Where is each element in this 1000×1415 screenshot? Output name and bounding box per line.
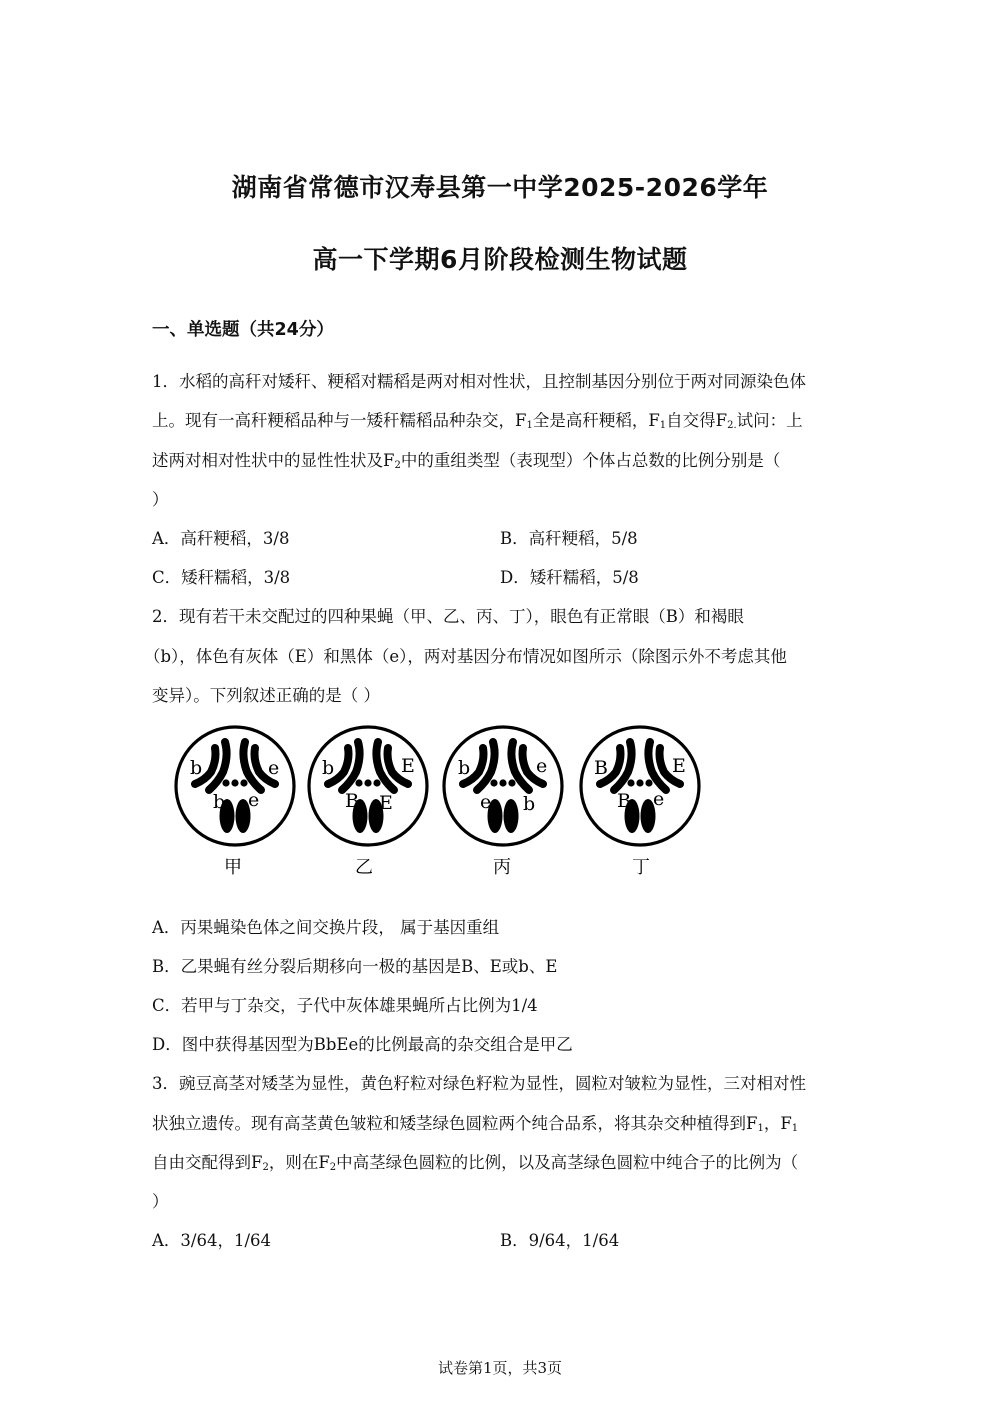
q3-subscript: 2	[262, 1162, 269, 1173]
cell-yi	[309, 727, 427, 845]
q3-line-3	[152, 1152, 798, 1179]
gene-label: B	[345, 790, 359, 812]
gene-label: E	[672, 755, 686, 777]
cell-name: 丙	[493, 857, 511, 878]
q3-option-b: B．9/64，1/64	[500, 1231, 620, 1250]
q1-line-4: ）	[152, 490, 169, 509]
cell-jia	[176, 727, 294, 845]
cell-name: 乙	[355, 857, 373, 878]
q1-line-2-text-b: 全是高秆粳稻，F	[532, 411, 660, 430]
q1-line-2-text-a: 上。现有一高秆粳稻品种与一矮秆糯稻品种杂交，F	[152, 411, 527, 430]
gene-label: E	[379, 792, 393, 814]
cell-bing	[444, 727, 562, 845]
q3-line-2-text-b: ，F	[763, 1114, 792, 1133]
q3-line-3-text-a: 自由交配得到F	[152, 1153, 263, 1172]
gene-label: e	[653, 788, 665, 810]
q1-option-c: C．矮秆糯稻，3/8	[152, 568, 291, 587]
q2-line-2: （b），体色有灰体（E）和黑体（e），两对基因分布情况如图所示（除图示外不考虑其他	[144, 647, 787, 666]
q3-line-2	[152, 1113, 798, 1140]
gene-label: b	[322, 757, 335, 779]
cell-name: 丁	[632, 857, 650, 878]
gene-label: e	[248, 789, 260, 811]
q2-option-b: B．乙果蝇有丝分裂后期移向一极的基因是B、E或b、E	[152, 957, 558, 976]
q2-line-1: 2．现有若干未交配过的四种果蝇（甲、乙、丙、丁），眼色有正常眼（B）和褐眼	[152, 607, 744, 626]
q3-subscript: 2	[329, 1162, 337, 1173]
q1-line-2	[152, 410, 803, 437]
q2-line-3: 变异）。下列叙述正确的是（ ）	[152, 686, 380, 705]
title-line-2: 高一下学期6月阶段检测生物试题	[312, 245, 688, 274]
section-heading: 一、单选题（共24分）	[152, 320, 334, 340]
q1-line-3-text-a: 述两对相对性状中的显性性状及F	[152, 451, 395, 470]
gene-label: E	[401, 755, 415, 777]
q3-line-3-text-c: 中高茎绿色圆粒的比例，以及高茎绿色圆粒中纯合子的比例为（	[336, 1153, 799, 1172]
q3-line-4: ）	[152, 1192, 169, 1211]
q3-option-a: A．3/64，1/64	[152, 1231, 272, 1250]
q2-option-a: A．丙果蝇染色体之间交换片段， 属于基因重组	[152, 918, 500, 937]
q1-subscript: 1	[526, 420, 533, 431]
gene-label: e	[268, 757, 280, 779]
gene-label: b	[190, 757, 203, 779]
q1-option-a: A．高秆粳稻，3/8	[152, 529, 290, 548]
page-footer: 试卷第1页，共3页	[437, 1359, 563, 1377]
chromosome-figure	[165, 718, 725, 888]
q2-option-d: D．图中获得基因型为BbEe的比例最高的杂交组合是甲乙	[152, 1035, 573, 1054]
q1-subscript: 1	[659, 420, 667, 431]
gene-label: B	[594, 757, 608, 779]
title-line-1: 湖南省常德市汉寿县第一中学2025-2026学年	[231, 173, 769, 202]
q1-subscript: 2	[394, 460, 401, 471]
q1-option-d: D．矮秆糯稻，5/8	[500, 568, 639, 587]
q3-line-2-text-a: 状独立遗传。现有高茎黄色皱粒和矮茎绿色圆粒两个纯合品系，将其杂交种植得到F	[152, 1114, 758, 1133]
q1-line-1: 1．水稻的高秆对矮秆、粳稻对糯稻是两对相对性状，且控制基因分别位于两对同源染色体	[152, 372, 806, 391]
chromosome-figure-svg	[165, 718, 725, 888]
q1-line-3-text-b: 中的重组类型（表现型）个体占总数的比例分别是（	[400, 451, 781, 470]
gene-label: b	[213, 791, 226, 813]
q2-option-c: C．若甲与丁杂交，子代中灰体雄果蝇所占比例为1/4	[152, 996, 538, 1015]
gene-label: b	[458, 757, 471, 779]
q3-subscript: 1	[757, 1123, 764, 1134]
gene-label: b	[523, 793, 536, 815]
gene-label: B	[617, 790, 631, 812]
q1-line-2-text-c: 自交得F	[666, 411, 728, 430]
gene-label: e	[536, 755, 548, 777]
q1-line-3	[152, 450, 780, 477]
q1-subscript: 2.	[727, 420, 737, 431]
cell-ding	[581, 727, 699, 845]
cell-name: 甲	[224, 857, 242, 878]
q1-option-b: B．高秆粳稻，5/8	[500, 529, 638, 548]
q1-line-2-text-d: 试问：上	[736, 411, 803, 430]
q3-line-1: 3．豌豆高茎对矮茎为显性，黄色籽粒对绿色籽粒为显性，圆粒对皱粒为显性，三对相对性	[152, 1074, 806, 1093]
q3-line-3-text-b: ，则在F	[268, 1153, 330, 1172]
q3-subscript: 1	[791, 1123, 799, 1134]
gene-label: e	[480, 791, 492, 813]
